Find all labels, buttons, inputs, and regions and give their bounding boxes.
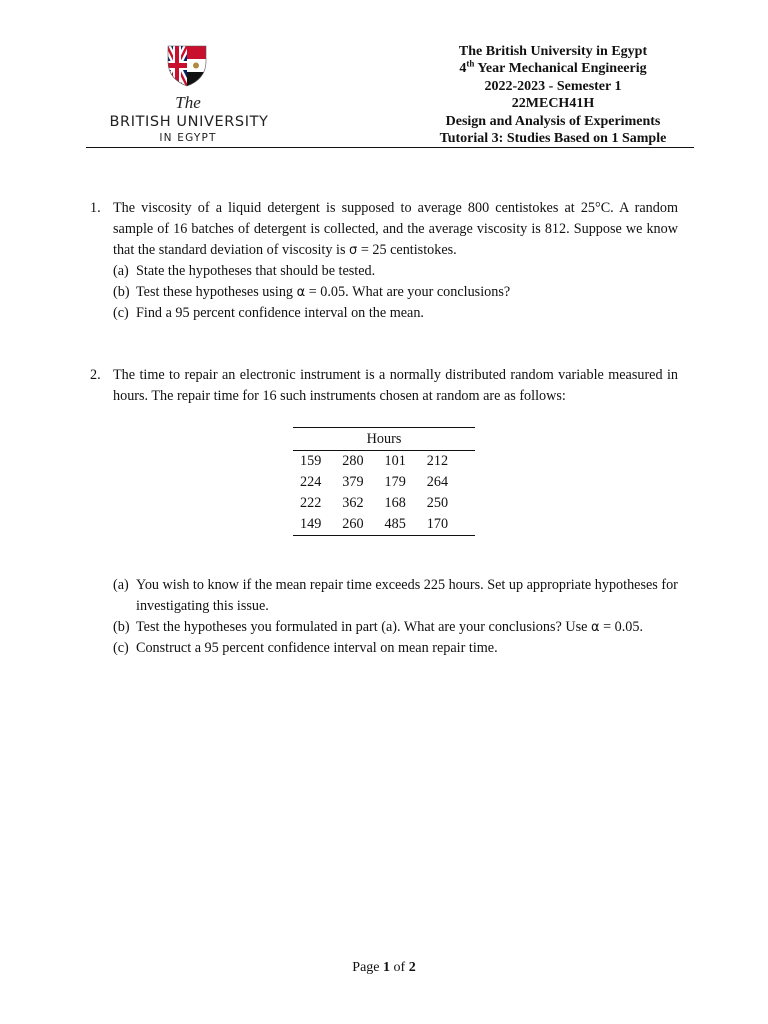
question-part-a: [113, 261, 678, 282]
degree-symbol: °: [595, 200, 601, 216]
question-part-b: [113, 617, 678, 638]
question-2-parts: [90, 575, 678, 659]
course-name: Design and Analysis of Experiments: [445, 113, 661, 129]
table-cell: 485: [384, 516, 406, 532]
question-part-a: [113, 575, 678, 617]
page-total: 2: [408, 960, 416, 975]
part-text: State the hypotheses that should be tested.: [136, 263, 376, 279]
year-program: Year Mechanical Engineerig: [474, 61, 647, 77]
shield-flag-icon: [166, 44, 208, 88]
part-text: You wish to know if the mean repair time exceeds 225 hours. Set up appropriate hypotheses for investigating this issue.: [136, 577, 678, 614]
table-cell: 280: [342, 453, 364, 469]
stem-text: = 25 centistokes.: [357, 242, 457, 258]
table-cell: 168: [384, 495, 406, 511]
year-line: [400, 60, 706, 77]
table-cell: 250: [426, 495, 449, 511]
year-suffix: th: [466, 58, 475, 69]
table-cell: 149: [300, 516, 322, 532]
page-number: 1: [383, 960, 391, 975]
year-number: 4: [459, 61, 467, 77]
alpha-symbol: α: [296, 285, 306, 300]
part-text: = 0.05. What are your conclusions?: [305, 284, 511, 300]
page-footer: [0, 960, 768, 976]
logo-text-in-egypt: IN EGYPT: [159, 132, 217, 144]
course-header: [400, 43, 706, 147]
question-stem: The time to repair an electronic instrument is a normally distributed random variable measured in hours. The repair time for 16 such instruments chosen at random are as follows:: [113, 367, 678, 404]
header-divider: [86, 147, 694, 148]
table-cell: 379: [342, 474, 364, 490]
logo-text-british-university: BRITISH UNIVERSITY: [109, 114, 269, 130]
table-cell: 101: [384, 453, 406, 469]
table-cell: 179: [384, 474, 406, 490]
question-part-c: [113, 638, 678, 659]
table-cell: 260: [342, 516, 364, 532]
table-row: [293, 451, 475, 472]
table-cell: 224: [300, 474, 322, 490]
table-cell: 212: [426, 453, 449, 469]
hours-table: [293, 427, 475, 536]
logo-text-the: The: [175, 93, 201, 112]
question-stem: [113, 198, 678, 261]
alpha-symbol: α: [590, 620, 600, 635]
table-cell: 264: [426, 474, 449, 490]
part-label: (c): [113, 305, 129, 321]
table-header: Hours: [293, 428, 475, 451]
question-1: [90, 198, 678, 324]
university-name: The British University in Egypt: [458, 44, 648, 59]
semester-line: 2022-2023 - Semester 1: [484, 78, 622, 94]
part-label: (a): [113, 263, 129, 279]
sigma-symbol: σ: [349, 243, 358, 258]
part-text: Test these hypotheses using: [136, 284, 297, 300]
part-text: = 0.05.: [599, 619, 644, 635]
table-row: [293, 514, 475, 535]
question-2: [90, 365, 678, 407]
page-word: Page: [352, 960, 384, 975]
tutorial-title: Tutorial 3: Studies Based on 1 Sample: [439, 131, 667, 147]
part-label: (b): [113, 619, 130, 635]
part-text: Test the hypotheses you formulated in part (a). What are your conclusions? Use: [136, 619, 591, 635]
stem-text: C. A random sample of 16 batches of detergent is collected, and the average viscosity is 812. Suppose we know that the standard deviation of viscosity is: [113, 200, 678, 258]
part-text: Find a 95 percent confidence interval on the mean.: [136, 305, 424, 321]
table-cell: 159: [300, 453, 322, 469]
of-word: of: [390, 960, 409, 975]
table-cell: 362: [342, 495, 364, 511]
part-label: (a): [113, 577, 129, 593]
part-label: (c): [113, 640, 129, 656]
table-row: [293, 493, 475, 514]
question-number: 2.: [90, 367, 101, 383]
university-logo: [92, 44, 284, 148]
table-cell: 222: [300, 495, 322, 511]
question-part-c: [113, 303, 678, 324]
question-part-b: [113, 282, 678, 303]
course-code: 22MECH41H: [511, 96, 595, 112]
question-number: 1.: [90, 200, 101, 216]
part-text: Construct a 95 percent confidence interval on mean repair time.: [136, 640, 498, 656]
table-row: [293, 472, 475, 493]
part-label: (b): [113, 284, 130, 300]
stem-text: The viscosity of a liquid detergent is supposed to average 800 centistokes at 25: [113, 200, 596, 216]
table-cell: 170: [426, 516, 449, 532]
